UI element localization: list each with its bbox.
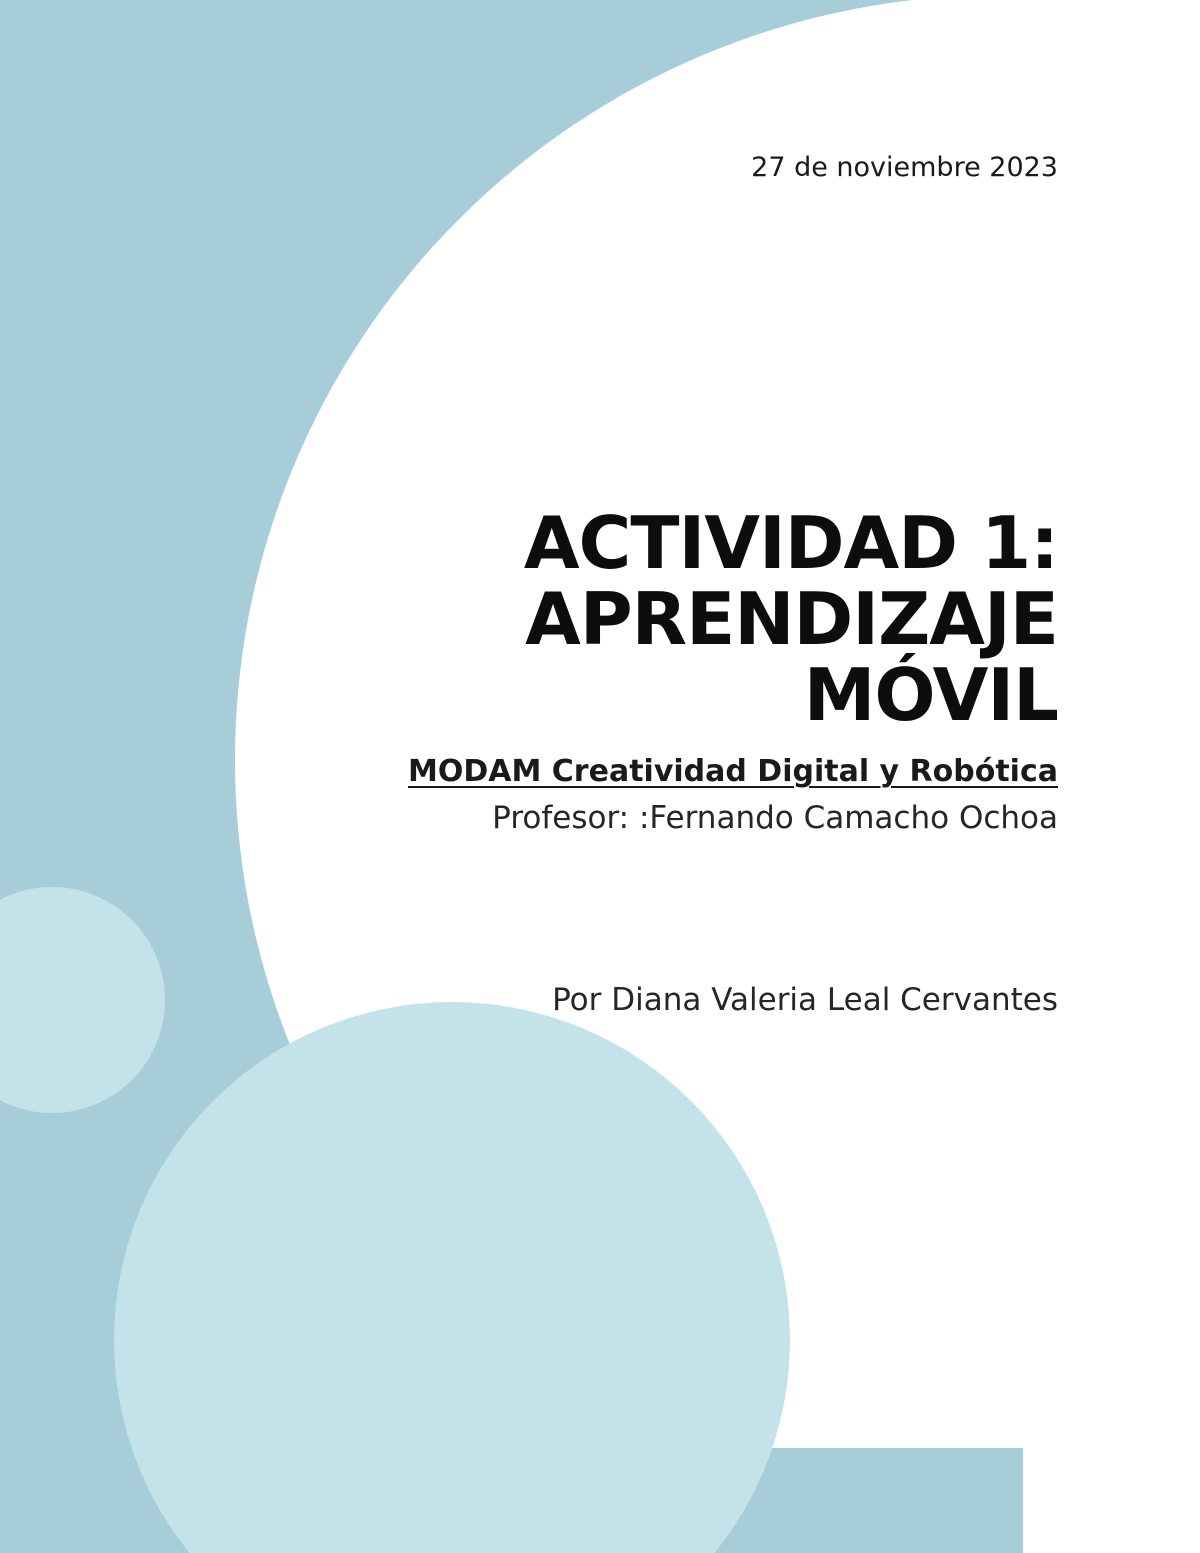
title-line-2: APRENDIZAJE <box>525 577 1058 661</box>
course-subtitle: MODAM Creatividad Digital y Robótica <box>408 754 1058 789</box>
document-title <box>358 501 1058 737</box>
teacher-line: Profesor: :Fernando Camacho Ochoa <box>492 800 1058 836</box>
author-line: Por Diana Valeria Leal Cervantes <box>552 982 1058 1018</box>
title-line-3: MÓVIL <box>803 653 1058 737</box>
title-line-1: ACTIVIDAD 1: <box>523 501 1058 585</box>
document-date: 27 de noviembre 2023 <box>751 152 1058 183</box>
